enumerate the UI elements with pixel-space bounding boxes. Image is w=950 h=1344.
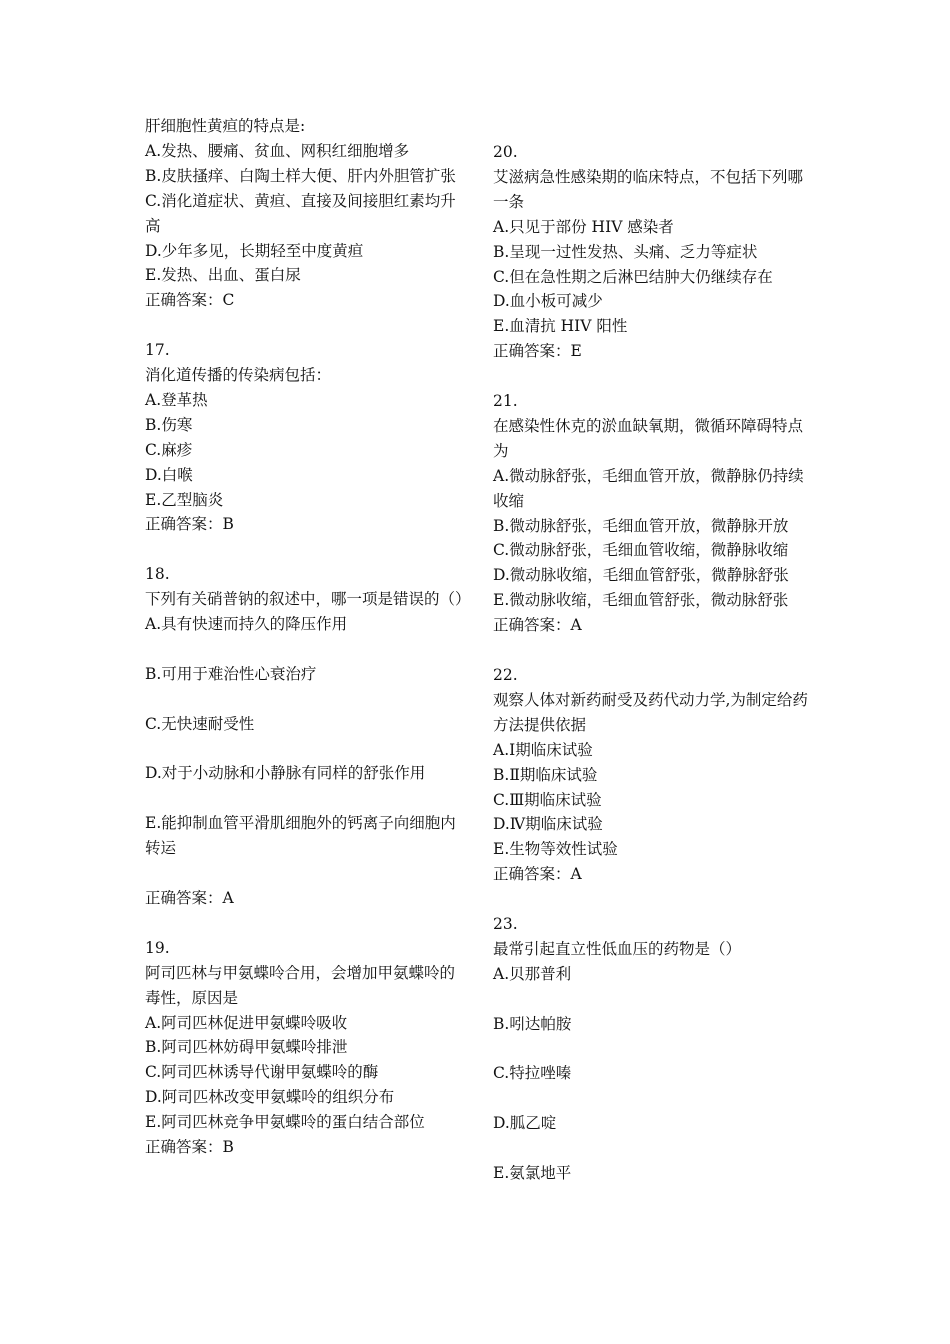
answer-option: B.阿司匹林妨碍甲氨蝶呤排泄: [145, 1038, 348, 1057]
question-stem: 在感染性休克的淤血缺氧期，微循环障碍特点为: [493, 416, 804, 460]
answer-option: A.具有快速而持久的降压作用: [145, 615, 348, 634]
correct-answer: 正确答案：E: [493, 342, 582, 361]
question-number: 22.: [493, 666, 518, 684]
answer-option: E.发热、出血、蛋白尿: [145, 266, 301, 285]
spacer: [145, 687, 463, 712]
answer-option: C.无快速耐受性: [145, 714, 255, 733]
correct-answer: 正确答案：A: [145, 888, 234, 907]
answer-option: D.对于小动脉和小静脉有同样的舒张作用: [145, 764, 426, 783]
correct-answer: 正确答案：A: [493, 616, 582, 635]
answer-option: A.微动脉舒张，毛细血管开放，微静脉仍持续收缩: [493, 466, 804, 510]
answer-option: D.胍乙啶: [493, 1114, 557, 1133]
answer-option: B.伤寒: [145, 415, 193, 434]
spacer: [493, 638, 811, 663]
answer-option: B.微动脉舒张，毛细血管开放，微静脉开放: [493, 516, 789, 535]
answer-option: A.Ⅰ期临床试验: [493, 740, 593, 759]
answer-option: D.阿司匹林改变甲氨蝶呤的组织分布: [145, 1088, 395, 1107]
spacer: [145, 786, 463, 811]
spacer: [145, 737, 463, 762]
answer-option: D.白喉: [145, 465, 193, 484]
answer-option: C.阿司匹林诱导代谢甲氨蝶呤的酶: [145, 1063, 379, 1082]
spacer: [145, 537, 463, 562]
answer-option: A.阿司匹林促进甲氨蝶呤吸收: [145, 1013, 348, 1032]
answer-option: B.吲达帕胺: [493, 1014, 572, 1033]
spacer: [493, 1037, 811, 1062]
question-number: 20.: [493, 143, 518, 161]
spacer: [145, 911, 463, 936]
question-block: [493, 389, 811, 638]
answer-option: E.生物等效性试验: [493, 840, 618, 859]
answer-option: C.消化道症状、黄疸、直接及间接胆红素均升高: [145, 191, 456, 235]
answer-option: D.Ⅳ期临床试验: [493, 815, 603, 834]
answer-option: E.阿司匹林竞争甲氨蝶呤的蛋白结合部位: [145, 1113, 425, 1132]
spacer: [145, 637, 463, 662]
question-block: [145, 114, 463, 313]
answer-option: A.只见于部份 HIV 感染者: [493, 217, 674, 236]
answer-option: C.微动脉舒张，毛细血管收缩，微静脉收缩: [493, 541, 789, 560]
answer-option: E.乙型脑炎: [145, 490, 224, 509]
spacer: [145, 313, 463, 338]
answer-option: A.发热、腰痛、贫血、网积红细胞增多: [145, 141, 410, 160]
question-stem: 艾滋病急性感染期的临床特点，不包括下列哪一条: [493, 167, 804, 211]
answer-option: C.特拉唑嗪: [493, 1064, 572, 1083]
answer-option: C.但在急性期之后淋巴结肿大仍继续存在: [493, 267, 773, 286]
spacer: [493, 987, 811, 1012]
question-stem: 阿司匹林与甲氨蝶呤合用，会增加甲氨蝶呤的毒性，原因是: [145, 963, 456, 1007]
left-column: [145, 114, 471, 1160]
correct-answer: 正确答案：B: [145, 515, 234, 534]
answer-option: B.呈现一过性发热、头痛、乏力等症状: [493, 242, 758, 261]
question-number: 21.: [493, 392, 518, 411]
answer-option: D.血小板可减少: [493, 292, 603, 311]
answer-option: E.血清抗 HIV 阳性: [493, 317, 628, 336]
answer-option: B.可用于难治性心衰治疗: [145, 664, 317, 683]
question-stem: 观察人体对新药耐受及药代动力学,为制定给药方法提供依据: [493, 690, 808, 734]
question-stem: 最常引起直立性低血压的药物是（）: [493, 939, 742, 958]
question-stem: 下列有关硝普钠的叙述中，哪一项是错误的（）: [145, 590, 471, 609]
correct-answer: 正确答案：A: [493, 865, 582, 884]
question-number: 17.: [145, 341, 170, 360]
answer-option: C.Ⅲ期临床试验: [493, 790, 602, 809]
spacer: [493, 1136, 811, 1161]
correct-answer: 正确答案：B: [145, 1138, 234, 1157]
question-block: [493, 663, 811, 887]
answer-option: A.登革热: [145, 390, 208, 409]
correct-answer: 正确答案：C: [145, 291, 235, 310]
answer-option: C.麻疹: [145, 440, 193, 459]
question-block: [493, 912, 811, 1186]
question-stem: 消化道传播的传染病包括：: [145, 366, 332, 385]
question-block: [493, 140, 811, 364]
right-column: [493, 140, 811, 1186]
answer-option: B.Ⅱ期临床试验: [493, 765, 598, 784]
answer-option: D.少年多见，长期轻至中度黄疸: [145, 241, 364, 260]
question-number: 18.: [145, 565, 170, 584]
question-block: [145, 936, 463, 1160]
answer-option: E.氨氯地平: [493, 1164, 572, 1183]
answer-option: D.微动脉收缩，毛细血管舒张，微静脉舒张: [493, 566, 789, 585]
spacer: [145, 861, 463, 886]
question-number: 19.: [145, 938, 170, 957]
spacer: [493, 1086, 811, 1111]
question-block: [145, 562, 471, 911]
answer-option: A.贝那普利: [493, 964, 572, 983]
spacer: [493, 887, 811, 912]
question-stem: 肝细胞性黄疸的特点是:: [145, 117, 306, 135]
answer-option: B.皮肤搔痒、白陶土样大便、肝内外胆管扩张: [145, 166, 456, 185]
answer-option: E.能抑制血管平滑肌细胞外的钙离子向细胞内转运: [145, 814, 456, 858]
question-block: [145, 338, 463, 537]
question-number: 23.: [493, 915, 518, 934]
answer-option: E.微动脉收缩，毛细血管舒张，微动脉舒张: [493, 591, 789, 610]
spacer: [493, 364, 811, 389]
